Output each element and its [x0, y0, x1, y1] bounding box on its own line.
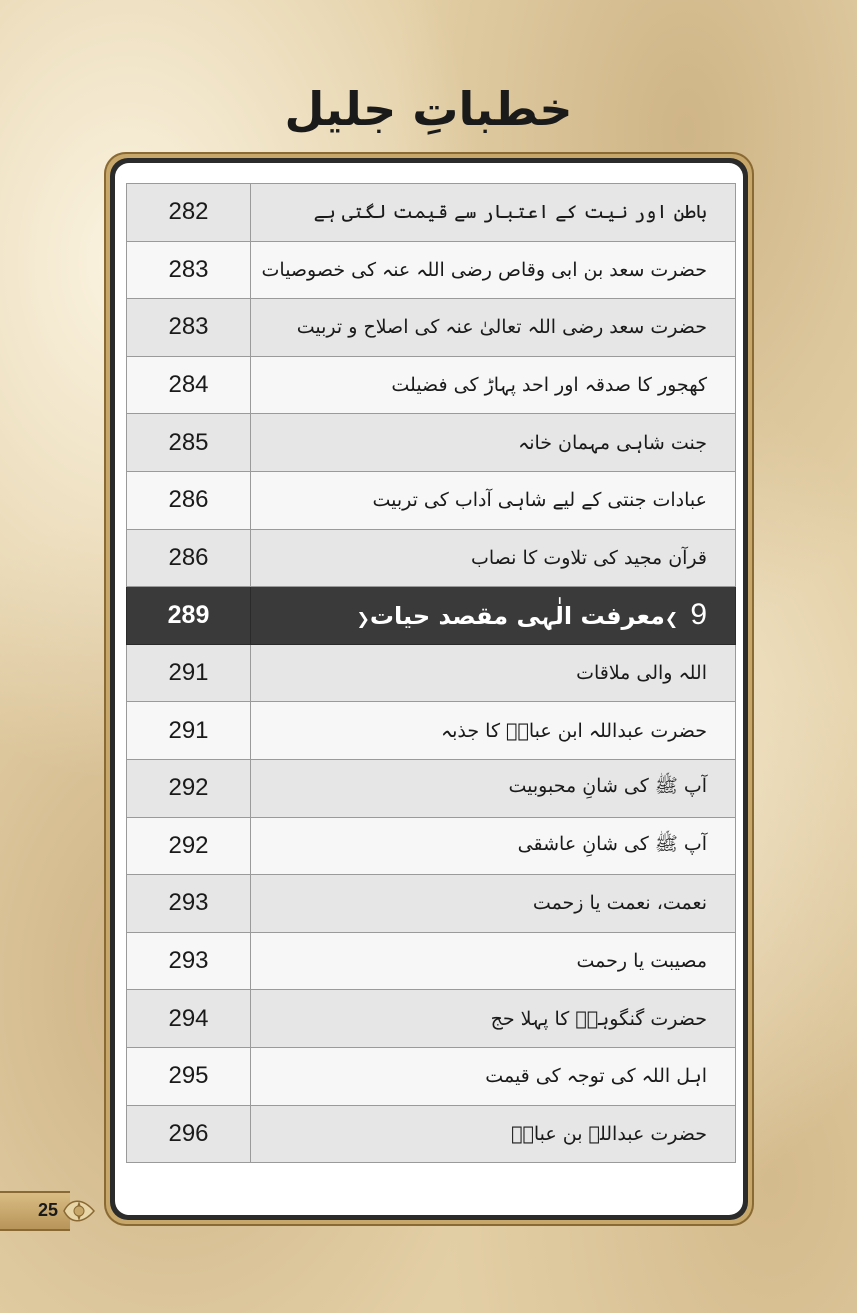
toc-page-number: 294	[127, 990, 251, 1048]
book-title: خطباتِ جلیل	[284, 82, 573, 136]
toc-page-number: 293	[127, 875, 251, 933]
toc-row	[127, 356, 736, 414]
ornament-left-icon: ❮	[356, 609, 370, 629]
toc-row	[127, 1105, 736, 1163]
toc-chapter-page-number: 289	[127, 587, 251, 645]
toc-entry-title: حضرت عبداللہ ابن عباسؓ کا جذبہ	[251, 702, 736, 760]
toc-row	[127, 471, 736, 529]
toc-entry-title: کھجور کا صدقہ اور احد پہاڑ کی فضیلت	[251, 356, 736, 414]
toc-row	[127, 529, 736, 587]
toc-row	[127, 759, 736, 817]
toc-page-number: 282	[127, 184, 251, 242]
toc-page-number: 293	[127, 932, 251, 990]
toc-entry-title: باطن اور نیت کے اعتبار سے قیمت لگتی ہے	[251, 184, 736, 242]
table-of-contents	[126, 183, 736, 1163]
toc-row	[127, 241, 736, 299]
page-number: 25	[38, 1200, 59, 1220]
ornament-right-icon: ❯	[664, 609, 679, 629]
toc-row	[127, 184, 736, 242]
toc-row	[127, 299, 736, 357]
toc-entry-title: جنت شاہی مہمان خانہ	[251, 414, 736, 472]
toc-page-number: 292	[127, 759, 251, 817]
toc-row	[127, 932, 736, 990]
toc-page-number: 292	[127, 817, 251, 875]
toc-row	[127, 817, 736, 875]
toc-row	[127, 702, 736, 760]
toc-entry-title: عبادات جنتی کے لیے شاہی آداب کی تربیت	[251, 471, 736, 529]
toc-chapter-row	[127, 587, 736, 645]
toc-entry-title: قرآن مجید کی تلاوت کا نصاب	[251, 529, 736, 587]
chapter-number: 9	[690, 598, 707, 632]
toc-row	[127, 414, 736, 472]
toc-page-number: 296	[127, 1105, 251, 1163]
toc-entry-title: آپ ﷺ کی شانِ محبوبیت	[251, 759, 736, 817]
toc-entry-title: آپ ﷺ کی شانِ عاشقی	[251, 817, 736, 875]
toc-page-number: 283	[127, 241, 251, 299]
toc-entry-title: حضرت عبداللہ بن عباسؓ	[251, 1105, 736, 1163]
toc-page-number: 286	[127, 471, 251, 529]
toc-entry-title: حضرت گنگوہیؒ کا پہلا حج	[251, 990, 736, 1048]
toc-row	[127, 990, 736, 1048]
toc-entry-title: حضرت سعد بن ابی وقاص رضی اللہ عنہ کی خصوصیات	[251, 241, 736, 299]
toc-chapter-heading	[251, 587, 736, 645]
toc-entry-title: اللہ والی ملاقات	[251, 644, 736, 702]
toc-page-number: 285	[127, 414, 251, 472]
floral-ornament-icon	[60, 1193, 98, 1229]
toc-page-number: 295	[127, 1047, 251, 1105]
chapter-title: معرفت الٰہی مقصد حیات	[369, 602, 665, 631]
toc-entry-title: مصیبت یا رحمت	[251, 932, 736, 990]
toc-page-number: 286	[127, 529, 251, 587]
toc-entry-title: نعمت، نعمت یا زحمت	[251, 875, 736, 933]
toc-entry-title: اہل اللہ کی توجہ کی قیمت	[251, 1047, 736, 1105]
toc-row	[127, 875, 736, 933]
toc-row	[127, 644, 736, 702]
toc-entry-title: حضرت سعد رضی اللہ تعالیٰ عنہ کی اصلاح و تربیت	[251, 299, 736, 357]
toc-page-number: 291	[127, 644, 251, 702]
toc-page-number: 291	[127, 702, 251, 760]
toc-row	[127, 1047, 736, 1105]
toc-page-number: 284	[127, 356, 251, 414]
toc-page-number: 283	[127, 299, 251, 357]
